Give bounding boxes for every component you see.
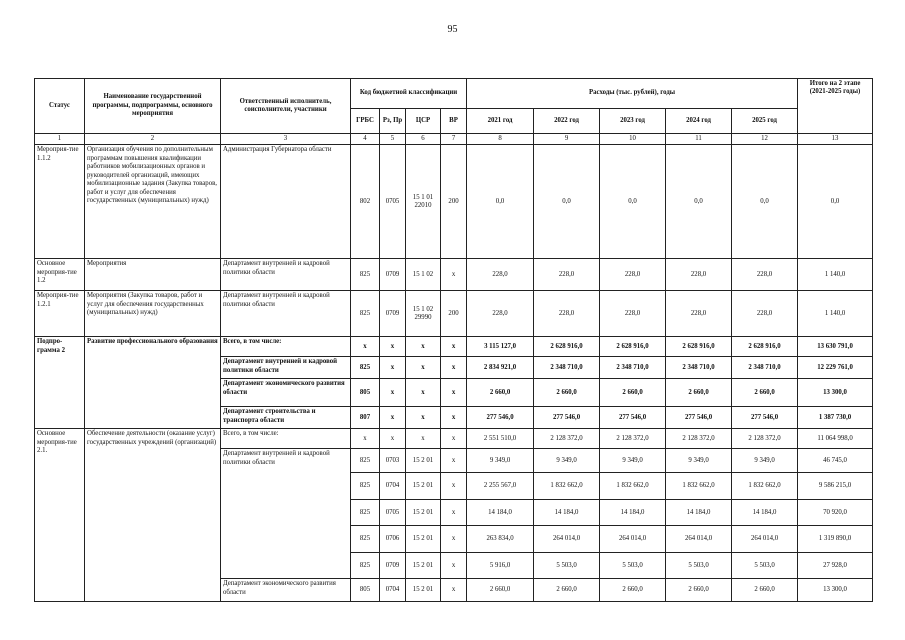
total-cell: 1 140,0 <box>798 291 873 337</box>
vr-cell: х <box>441 579 467 602</box>
index-cell: 4 <box>351 134 380 145</box>
value-2023-cell: 1 832 662,0 <box>600 473 666 500</box>
grbs-cell: 825 <box>351 553 380 579</box>
value-2021-cell: 228,0 <box>467 291 534 337</box>
value-2025-cell: 264 014,0 <box>732 526 798 553</box>
rzpr-cell: 0709 <box>380 259 406 291</box>
value-2022-cell: 277 546,0 <box>534 407 600 429</box>
csr-cell: х <box>406 337 441 357</box>
header-csr: ЦСР <box>406 109 441 134</box>
value-2023-cell: 2 128 372,0 <box>600 429 666 449</box>
value-2022-cell: 228,0 <box>534 259 600 291</box>
value-2025-cell: 2 660,0 <box>732 379 798 407</box>
index-cell: 3 <box>221 134 351 145</box>
value-2022-cell: 2 660,0 <box>534 379 600 407</box>
csr-cell: х <box>406 429 441 449</box>
value-2024-cell: 1 832 662,0 <box>666 473 732 500</box>
header-rzpr: Рз, Пр <box>380 109 406 134</box>
value-2021-cell: 277 546,0 <box>467 407 534 429</box>
value-2021-cell: 228,0 <box>467 259 534 291</box>
index-cell: 11 <box>666 134 732 145</box>
executor-cell: Всего, в том числе: <box>221 337 351 357</box>
index-cell: 7 <box>441 134 467 145</box>
rzpr-cell: 0709 <box>380 291 406 337</box>
value-2025-cell: 14 184,0 <box>732 500 798 526</box>
status-cell: Мероприя-тие 1.2.1 <box>35 291 85 337</box>
grbs-cell: 807 <box>351 407 380 429</box>
value-2022-cell: 2 660,0 <box>534 579 600 602</box>
csr-cell: 15 1 01 22010 <box>406 145 441 259</box>
rzpr-cell: 0706 <box>380 526 406 553</box>
index-cell: 8 <box>467 134 534 145</box>
executor-cell: Администрация Губернатора области <box>221 145 351 259</box>
table-row <box>35 145 873 259</box>
vr-cell: 200 <box>441 145 467 259</box>
table-row <box>35 259 873 291</box>
value-2024-cell: 2 660,0 <box>666 579 732 602</box>
value-2024-cell: 264 014,0 <box>666 526 732 553</box>
total-cell: 27 928,0 <box>798 553 873 579</box>
total-cell: 11 064 998,0 <box>798 429 873 449</box>
header-status: Статус <box>35 79 85 134</box>
vr-cell: х <box>441 500 467 526</box>
executor-cell: Департамент внутренней и кадровой политики области <box>221 259 351 291</box>
header-year-2025: 2025 год <box>732 109 798 134</box>
value-2021-cell: 263 834,0 <box>467 526 534 553</box>
value-2025-cell: 228,0 <box>732 259 798 291</box>
value-2025-cell: 0,0 <box>732 145 798 259</box>
value-2021-cell: 5 916,0 <box>467 553 534 579</box>
value-2023-cell: 2 660,0 <box>600 379 666 407</box>
column-index-row <box>35 134 873 145</box>
status-cell: Основное мероприя-тие 2.1. <box>35 429 85 602</box>
total-cell: 13 300,0 <box>798 579 873 602</box>
header-year-2021: 2021 год <box>467 109 534 134</box>
grbs-cell: 802 <box>351 145 380 259</box>
header-vr: ВР <box>441 109 467 134</box>
index-cell: 12 <box>732 134 798 145</box>
value-2024-cell: 5 503,0 <box>666 553 732 579</box>
grbs-cell: 825 <box>351 473 380 500</box>
header-name: Наименование государственной программы, подпрограммы, основного мероприятия <box>85 79 221 134</box>
vr-cell: х <box>441 526 467 553</box>
header-expenses-group: Расходы (тыс. рублей), годы <box>467 79 798 109</box>
header-year-2023: 2023 год <box>600 109 666 134</box>
value-2022-cell: 0,0 <box>534 145 600 259</box>
value-2023-cell: 277 546,0 <box>600 407 666 429</box>
rzpr-cell: х <box>380 357 406 379</box>
vr-cell: х <box>441 337 467 357</box>
table-row <box>35 429 873 449</box>
name-cell: Мероприятия <box>85 259 221 291</box>
rzpr-cell: 0703 <box>380 449 406 473</box>
value-2022-cell: 14 184,0 <box>534 500 600 526</box>
rzpr-cell: х <box>380 407 406 429</box>
csr-cell: 15 2 01 <box>406 449 441 473</box>
value-2023-cell: 14 184,0 <box>600 500 666 526</box>
executor-cell: Департамент экономического развития области <box>221 579 351 602</box>
value-2021-cell: 9 349,0 <box>467 449 534 473</box>
value-2025-cell: 2 128 372,0 <box>732 429 798 449</box>
value-2023-cell: 2 348 710,0 <box>600 357 666 379</box>
rzpr-cell: х <box>380 337 406 357</box>
value-2021-cell: 2 551 510,0 <box>467 429 534 449</box>
value-2023-cell: 2 628 916,0 <box>600 337 666 357</box>
total-cell: 0,0 <box>798 145 873 259</box>
grbs-cell: 805 <box>351 579 380 602</box>
value-2022-cell: 5 503,0 <box>534 553 600 579</box>
index-cell: 9 <box>534 134 600 145</box>
value-2025-cell: 2 628 916,0 <box>732 337 798 357</box>
grbs-cell: 825 <box>351 526 380 553</box>
value-2021-cell: 14 184,0 <box>467 500 534 526</box>
csr-cell: 15 2 01 <box>406 553 441 579</box>
csr-cell: 15 2 01 <box>406 526 441 553</box>
value-2024-cell: 0,0 <box>666 145 732 259</box>
value-2025-cell: 277 546,0 <box>732 407 798 429</box>
header-grbs: ГРБС <box>351 109 380 134</box>
csr-cell: 15 2 01 <box>406 473 441 500</box>
index-cell: 1 <box>35 134 85 145</box>
csr-cell: 15 2 01 <box>406 500 441 526</box>
value-2023-cell: 2 660,0 <box>600 579 666 602</box>
csr-cell: х <box>406 407 441 429</box>
name-cell: Мероприятия (Закупка товаров, работ и услуг для обеспечения государственных (муниципальных) нужд) <box>85 291 221 337</box>
rzpr-cell: 0705 <box>380 145 406 259</box>
value-2025-cell: 5 503,0 <box>732 553 798 579</box>
index-cell: 13 <box>798 134 873 145</box>
value-2023-cell: 264 014,0 <box>600 526 666 553</box>
value-2022-cell: 2 628 916,0 <box>534 337 600 357</box>
executor-cell: Всего, в том числе: <box>221 429 351 449</box>
value-2023-cell: 0,0 <box>600 145 666 259</box>
name-cell: Развитие профессионального образования <box>85 337 221 429</box>
value-2023-cell: 228,0 <box>600 291 666 337</box>
total-cell: 12 229 761,0 <box>798 357 873 379</box>
executor-cell: Департамент строительства и транспорта области <box>221 407 351 429</box>
vr-cell: 200 <box>441 291 467 337</box>
vr-cell: х <box>441 473 467 500</box>
vr-cell: х <box>441 407 467 429</box>
vr-cell: х <box>441 553 467 579</box>
header-total: Итого на 2 этапе (2021-2025 годы) <box>798 79 873 134</box>
csr-cell: х <box>406 357 441 379</box>
header-year-2024: 2024 год <box>666 109 732 134</box>
total-cell: 13 630 791,0 <box>798 337 873 357</box>
rzpr-cell: 0705 <box>380 500 406 526</box>
header-executor: Ответственный исполнитель, соисполнители, участники <box>221 79 351 134</box>
value-2025-cell: 9 349,0 <box>732 449 798 473</box>
index-cell: 5 <box>380 134 406 145</box>
vr-cell: х <box>441 357 467 379</box>
value-2025-cell: 2 660,0 <box>732 579 798 602</box>
grbs-cell: 825 <box>351 449 380 473</box>
table-row <box>35 291 873 337</box>
status-cell: Подпро-грамма 2 <box>35 337 85 429</box>
value-2021-cell: 2 660,0 <box>467 379 534 407</box>
value-2025-cell: 2 348 710,0 <box>732 357 798 379</box>
value-2024-cell: 14 184,0 <box>666 500 732 526</box>
value-2024-cell: 9 349,0 <box>666 449 732 473</box>
csr-cell: 15 1 02 <box>406 259 441 291</box>
grbs-cell: 805 <box>351 379 380 407</box>
total-cell: 1 387 730,0 <box>798 407 873 429</box>
value-2021-cell: 3 115 127,0 <box>467 337 534 357</box>
rzpr-cell: 0704 <box>380 473 406 500</box>
vr-cell: х <box>441 449 467 473</box>
rzpr-cell: х <box>380 379 406 407</box>
executor-cell: Департамент внутренней и кадровой политики области <box>221 357 351 379</box>
value-2024-cell: 2 660,0 <box>666 379 732 407</box>
rzpr-cell: х <box>380 429 406 449</box>
value-2024-cell: 277 546,0 <box>666 407 732 429</box>
value-2024-cell: 2 628 916,0 <box>666 337 732 357</box>
value-2021-cell: 2 834 921,0 <box>467 357 534 379</box>
value-2021-cell: 0,0 <box>467 145 534 259</box>
index-cell: 2 <box>85 134 221 145</box>
value-2024-cell: 2 128 372,0 <box>666 429 732 449</box>
vr-cell: х <box>441 379 467 407</box>
value-2022-cell: 9 349,0 <box>534 449 600 473</box>
value-2023-cell: 5 503,0 <box>600 553 666 579</box>
table-row <box>35 337 873 357</box>
grbs-cell: х <box>351 429 380 449</box>
value-2022-cell: 2 128 372,0 <box>534 429 600 449</box>
value-2023-cell: 228,0 <box>600 259 666 291</box>
csr-cell: 15 1 02 29990 <box>406 291 441 337</box>
header-code-group: Код бюджетной классификации <box>351 79 467 109</box>
name-cell: Организация обучения по дополнительным программам повышения квалификации работников мобилизационных органов и руководителей организаций, имеющих мобилизационные задания (Закупка товаров, работ и услуг для обеспечения государственных (муниципальных) нужд) <box>85 145 221 259</box>
grbs-cell: 825 <box>351 500 380 526</box>
index-cell: 10 <box>600 134 666 145</box>
value-2022-cell: 264 014,0 <box>534 526 600 553</box>
total-cell: 9 586 215,0 <box>798 473 873 500</box>
executor-cell: Департамент внутренней и кадровой политики области <box>221 291 351 337</box>
vr-cell: х <box>441 429 467 449</box>
value-2024-cell: 2 348 710,0 <box>666 357 732 379</box>
total-cell: 1 319 890,0 <box>798 526 873 553</box>
grbs-cell: 825 <box>351 259 380 291</box>
value-2022-cell: 1 832 662,0 <box>534 473 600 500</box>
budget-table <box>34 78 873 602</box>
value-2021-cell: 2 660,0 <box>467 579 534 602</box>
index-cell: 6 <box>406 134 441 145</box>
rzpr-cell: 0704 <box>380 579 406 602</box>
value-2022-cell: 228,0 <box>534 291 600 337</box>
value-2025-cell: 1 832 662,0 <box>732 473 798 500</box>
name-cell: Обеспечение деятельности (оказание услуг) государственных учреждений (организаций) <box>85 429 221 602</box>
total-cell: 1 140,0 <box>798 259 873 291</box>
csr-cell: 15 2 01 <box>406 579 441 602</box>
vr-cell: х <box>441 259 467 291</box>
value-2021-cell: 2 255 567,0 <box>467 473 534 500</box>
value-2024-cell: 228,0 <box>666 259 732 291</box>
total-cell: 46 745,0 <box>798 449 873 473</box>
header-year-2022: 2022 год <box>534 109 600 134</box>
value-2023-cell: 9 349,0 <box>600 449 666 473</box>
status-cell: Основное мероприя-тие 1.2 <box>35 259 85 291</box>
status-cell: Мероприя-тие 1.1.2 <box>35 145 85 259</box>
grbs-cell: х <box>351 337 380 357</box>
value-2024-cell: 228,0 <box>666 291 732 337</box>
grbs-cell: 825 <box>351 291 380 337</box>
executor-cell: Департамент экономического развития области <box>221 379 351 407</box>
grbs-cell: 825 <box>351 357 380 379</box>
rzpr-cell: 0709 <box>380 553 406 579</box>
value-2025-cell: 228,0 <box>732 291 798 337</box>
csr-cell: х <box>406 379 441 407</box>
executor-cell: Департамент внутренней и кадровой политики области <box>221 449 351 579</box>
total-cell: 70 920,0 <box>798 500 873 526</box>
page-number: 95 <box>447 24 458 35</box>
total-cell: 13 300,0 <box>798 379 873 407</box>
value-2022-cell: 2 348 710,0 <box>534 357 600 379</box>
